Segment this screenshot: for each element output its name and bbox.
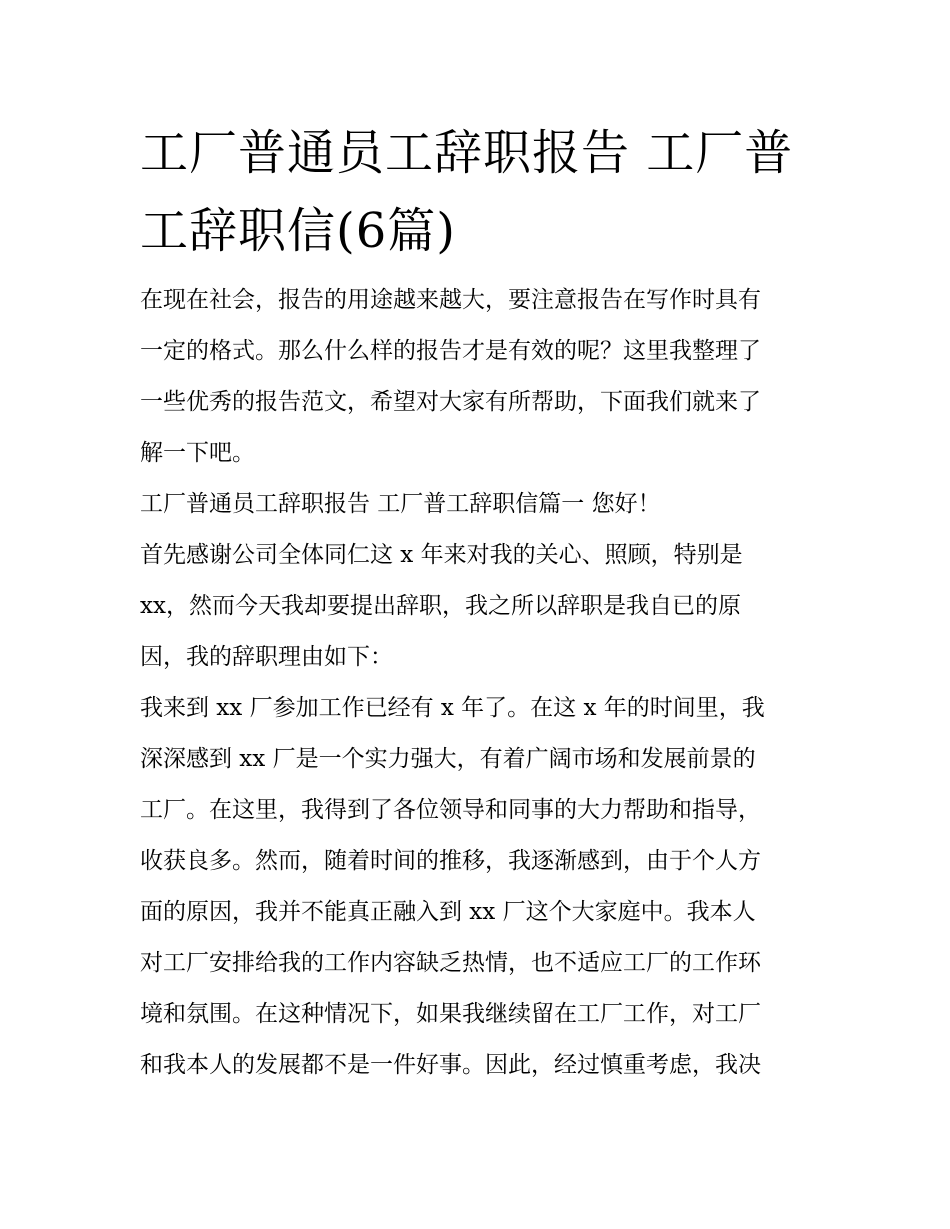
body-line: 和我本人的发展都不是一件好事。因此，经过慎重考虑，我决 bbox=[140, 1052, 761, 1078]
body-line: xx，然而今天我却要提出辞职，我之所以辞职是我自已的原 bbox=[140, 593, 741, 619]
title-line: 工辞职信(6篇) bbox=[140, 203, 456, 259]
body-line: 一定的格式。那么什么样的报告才是有效的呢？这里我整理了 bbox=[140, 338, 761, 364]
body-line: 收获良多。然而，随着时间的推移，我逐渐感到，由于个人方 bbox=[140, 848, 761, 874]
body-line: 在现在社会，报告的用途越来越大，要注意报告在写作时具有 bbox=[140, 287, 761, 313]
body-line: 面的原因，我并不能真正融入到 xx 厂这个大家庭中。我本人 bbox=[140, 899, 756, 925]
body-line: 首先感谢公司全体同仁这 x 年来对我的关心、照顾，特别是 bbox=[140, 542, 743, 568]
body-line: 深深感到 xx 厂是一个实力强大，有着广阔市场和发展前景的 bbox=[140, 746, 756, 772]
document-title bbox=[140, 114, 830, 270]
body-line: 对工厂安排给我的工作内容缺乏热情，也不适应工厂的工作环 bbox=[140, 950, 761, 976]
body-line: 一些优秀的报告范文，希望对大家有所帮助，下面我们就来了 bbox=[140, 389, 761, 415]
body-line: 境和氛围。在这种情况下，如果我继续留在工厂工作，对工厂 bbox=[140, 1001, 761, 1027]
body-line: 工厂。在这里，我得到了各位领导和同事的大力帮助和指导， bbox=[140, 797, 761, 823]
document-body bbox=[140, 280, 830, 1096]
body-line: 解一下吧。 bbox=[140, 440, 255, 466]
body-line: 我来到 xx 厂参加工作已经有 x 年了。在这 x 年的时间里，我 bbox=[140, 695, 765, 721]
title-line: 工厂普通员工辞职报告 工厂普 bbox=[140, 125, 794, 181]
section-heading-line: 工厂普通员工辞职报告 工厂普工辞职信篇一 您好！ bbox=[140, 491, 661, 517]
body-line: 因，我的辞职理由如下： bbox=[140, 644, 393, 670]
